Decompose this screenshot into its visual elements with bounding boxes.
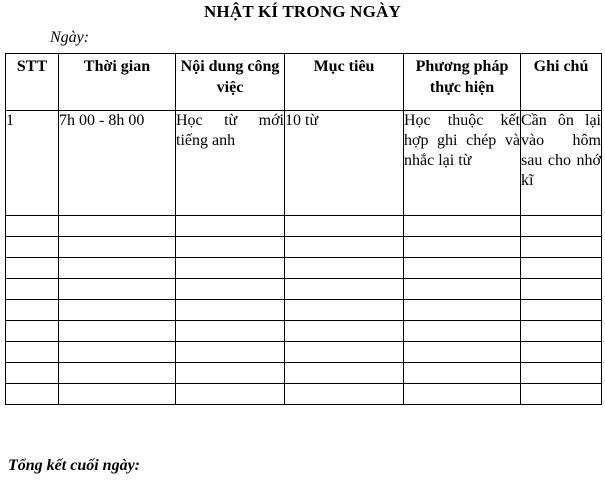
table-row-empty [6,216,602,237]
table-cell-empty [285,342,404,363]
table-cell-empty [59,237,176,258]
table-cell-empty [404,258,521,279]
cell-stt: 1 [6,111,59,216]
header-time: Thời gian [59,54,176,111]
table-row-empty [6,321,602,342]
header-note: Ghi chú [521,54,602,111]
table-cell-empty [6,363,59,384]
table-cell-empty [404,342,521,363]
table-cell-empty [59,321,176,342]
table-cell-empty [176,258,285,279]
table-cell-empty [521,363,602,384]
table-cell-empty [285,321,404,342]
table-cell-empty [59,216,176,237]
table-cell-empty [285,384,404,405]
table-cell-empty [176,321,285,342]
table-cell-empty [6,384,59,405]
table-cell-empty [176,237,285,258]
table-row-empty [6,300,602,321]
table-cell-empty [521,384,602,405]
table-cell-empty [176,300,285,321]
table-cell-empty [6,237,59,258]
table-cell-empty [521,237,602,258]
table-cell-empty [59,342,176,363]
table-cell-empty [521,258,602,279]
table-cell-empty [521,279,602,300]
cell-time: 7h 00 - 8h 00 [59,111,176,216]
table-cell-empty [521,342,602,363]
cell-content: Học từ mới tiếng anh [176,111,285,216]
table-cell-empty [176,342,285,363]
table-cell-empty [6,342,59,363]
table-cell-empty [285,237,404,258]
table-row-empty [6,258,602,279]
table-cell-empty [285,258,404,279]
table-cell-empty [404,279,521,300]
table-cell-empty [521,216,602,237]
table-cell-empty [59,258,176,279]
table-cell-empty [285,216,404,237]
table-header-row [6,54,602,111]
header-goal: Mục tiêu [285,54,404,111]
table-row-empty [6,237,602,258]
table-cell-empty [6,258,59,279]
cell-goal: 10 từ [285,111,404,216]
table-cell-empty [59,363,176,384]
table-row-empty [6,384,602,405]
table-cell-empty [176,216,285,237]
cell-method: Học thuộc kết hợp ghi chép và nhắc lại từ [404,111,521,216]
table-cell-empty [404,384,521,405]
table-cell-empty [521,321,602,342]
summary-label: Tổng kết cuối ngày: [8,457,140,474]
table-cell-empty [176,279,285,300]
table-cell-empty [59,384,176,405]
table-cell-empty [404,237,521,258]
table-cell-empty [176,363,285,384]
table-cell-empty [59,300,176,321]
table-row [6,111,602,216]
table-cell-empty [176,384,285,405]
table-cell-empty [521,300,602,321]
table-cell-empty [59,279,176,300]
table-cell-empty [6,321,59,342]
table-cell-empty [285,300,404,321]
diary-table [5,53,602,405]
table-cell-empty [404,216,521,237]
table-cell-empty [6,279,59,300]
table-row-empty [6,279,602,300]
table-cell-empty [404,363,521,384]
header-method: Phương pháp thực hiện [404,54,521,111]
table-cell-empty [285,279,404,300]
header-stt: STT [6,54,59,111]
table-cell-empty [6,216,59,237]
table-cell-empty [404,321,521,342]
table-cell-empty [6,300,59,321]
cell-note: Cần ôn lại vào hôm sau cho nhớ kĩ [521,111,602,216]
table-row-empty [6,363,602,384]
table-cell-empty [285,363,404,384]
date-label: Ngày: [50,29,90,46]
table-cell-empty [404,300,521,321]
table-row-empty [6,342,602,363]
header-content: Nội dung công việc [176,54,285,111]
page-title: NHẬT KÍ TRONG NGÀY [203,2,402,21]
